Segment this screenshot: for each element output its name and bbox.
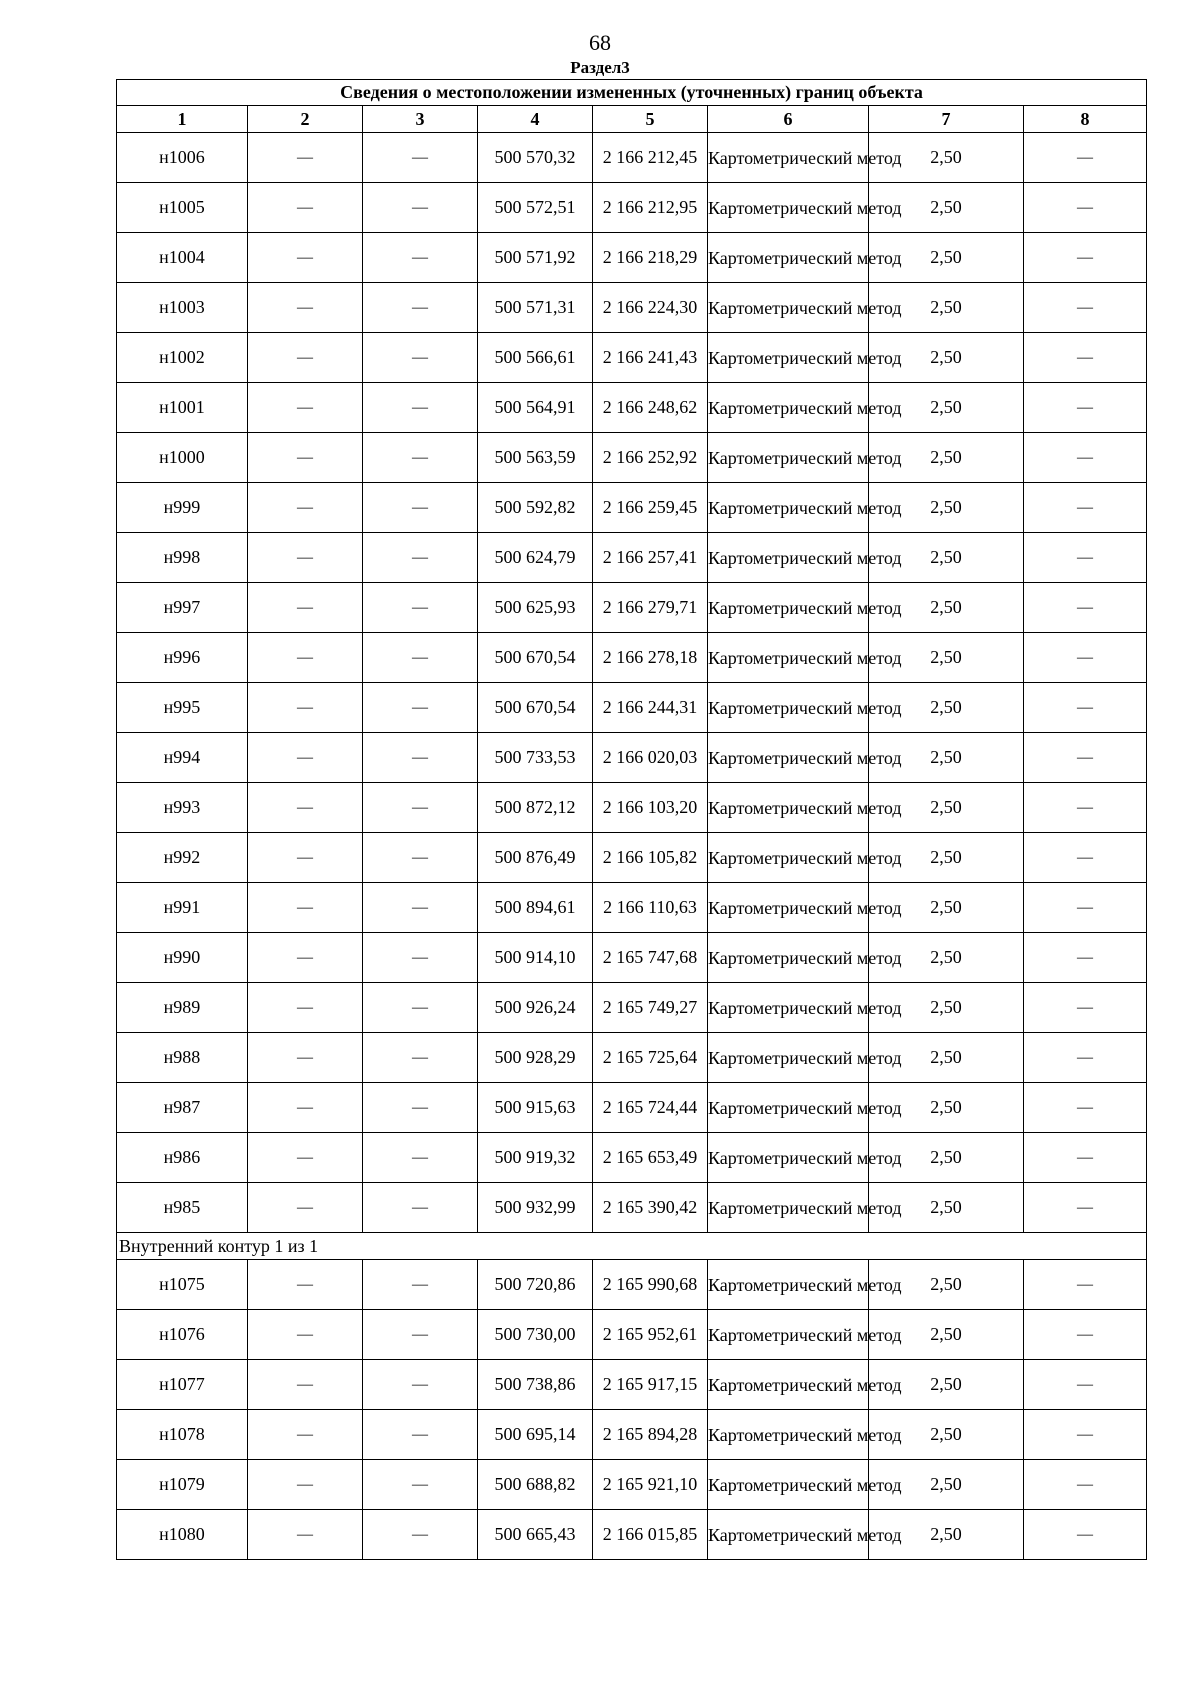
table-row	[117, 1083, 1147, 1133]
empty-dash-cell: —	[248, 583, 363, 633]
point-name-cell: н1002	[117, 333, 248, 383]
empty-dash-cell: —	[248, 1133, 363, 1183]
accuracy-cell: 2,50	[869, 583, 1024, 633]
table-row	[117, 283, 1147, 333]
accuracy-cell: 2,50	[869, 1360, 1024, 1410]
x-coordinate-cell: 500 919,32	[478, 1133, 593, 1183]
empty-dash-cell: —	[363, 1083, 478, 1133]
table-row	[117, 1510, 1147, 1560]
x-coordinate-cell: 500 872,12	[478, 783, 593, 833]
empty-dash-cell: —	[1024, 983, 1147, 1033]
method-cell: Картометрический метод	[708, 1260, 869, 1310]
point-name-cell: н1080	[117, 1510, 248, 1560]
empty-dash-cell: —	[1024, 733, 1147, 783]
table-row	[117, 583, 1147, 633]
method-cell: Картометрический метод	[708, 533, 869, 583]
table-row	[117, 1460, 1147, 1510]
accuracy-cell: 2,50	[869, 1460, 1024, 1510]
column-header: 3	[363, 106, 478, 133]
method-cell: Картометрический метод	[708, 283, 869, 333]
method-cell: Картометрический метод	[708, 1033, 869, 1083]
accuracy-cell: 2,50	[869, 233, 1024, 283]
inner-contour-row	[117, 1233, 1147, 1260]
empty-dash-cell: —	[248, 983, 363, 1033]
point-name-cell: н1003	[117, 283, 248, 333]
section-label: Раздел3	[570, 58, 630, 77]
empty-dash-cell: —	[363, 1410, 478, 1460]
page-number: 68	[589, 30, 611, 55]
method-cell: Картометрический метод	[708, 233, 869, 283]
method-cell: Картометрический метод	[708, 883, 869, 933]
point-name-cell: н998	[117, 533, 248, 583]
y-coordinate-cell: 2 165 725,64	[593, 1033, 708, 1083]
point-name-cell: н992	[117, 833, 248, 883]
method-cell: Картометрический метод	[708, 1410, 869, 1460]
table-row	[117, 783, 1147, 833]
point-name-cell: н1006	[117, 133, 248, 183]
table-row	[117, 1260, 1147, 1310]
empty-dash-cell: —	[1024, 1410, 1147, 1460]
accuracy-cell: 2,50	[869, 633, 1024, 683]
point-name-cell: н1000	[117, 433, 248, 483]
table-row	[117, 983, 1147, 1033]
table-row	[117, 433, 1147, 483]
table-row	[117, 633, 1147, 683]
y-coordinate-cell: 2 166 103,20	[593, 783, 708, 833]
table-row	[117, 733, 1147, 783]
y-coordinate-cell: 2 165 921,10	[593, 1460, 708, 1510]
empty-dash-cell: —	[1024, 1133, 1147, 1183]
x-coordinate-cell: 500 876,49	[478, 833, 593, 883]
empty-dash-cell: —	[248, 233, 363, 283]
empty-dash-cell: —	[248, 133, 363, 183]
x-coordinate-cell: 500 592,82	[478, 483, 593, 533]
accuracy-cell: 2,50	[869, 283, 1024, 333]
method-cell: Картометрический метод	[708, 1083, 869, 1133]
x-coordinate-cell: 500 572,51	[478, 183, 593, 233]
point-name-cell: н997	[117, 583, 248, 633]
column-header: 6	[708, 106, 869, 133]
empty-dash-cell: —	[363, 433, 478, 483]
x-coordinate-cell: 500 625,93	[478, 583, 593, 633]
accuracy-cell: 2,50	[869, 933, 1024, 983]
outer-contour-rows	[117, 133, 1147, 1233]
empty-dash-cell: —	[1024, 483, 1147, 533]
empty-dash-cell: —	[363, 1033, 478, 1083]
accuracy-cell: 2,50	[869, 1310, 1024, 1360]
table-row	[117, 133, 1147, 183]
y-coordinate-cell: 2 166 248,62	[593, 383, 708, 433]
empty-dash-cell: —	[1024, 1360, 1147, 1410]
empty-dash-cell: —	[1024, 633, 1147, 683]
method-cell: Картометрический метод	[708, 683, 869, 733]
accuracy-cell: 2,50	[869, 1410, 1024, 1460]
table-row	[117, 1310, 1147, 1360]
point-name-cell: н1079	[117, 1460, 248, 1510]
method-cell: Картометрический метод	[708, 733, 869, 783]
empty-dash-cell: —	[1024, 383, 1147, 433]
accuracy-cell: 2,50	[869, 383, 1024, 433]
point-name-cell: н1001	[117, 383, 248, 433]
empty-dash-cell: —	[363, 533, 478, 583]
empty-dash-cell: —	[363, 933, 478, 983]
table-row	[117, 1360, 1147, 1410]
method-cell: Картометрический метод	[708, 583, 869, 633]
table-title: Сведения о местоположении измененных (уточненных) границ объекта	[117, 80, 1147, 106]
y-coordinate-cell: 2 165 390,42	[593, 1183, 708, 1233]
point-name-cell: н1076	[117, 1310, 248, 1360]
table-row	[117, 183, 1147, 233]
empty-dash-cell: —	[363, 233, 478, 283]
table-row	[117, 833, 1147, 883]
accuracy-cell: 2,50	[869, 433, 1024, 483]
accuracy-cell: 2,50	[869, 1510, 1024, 1560]
y-coordinate-cell: 2 166 278,18	[593, 633, 708, 683]
empty-dash-cell: —	[1024, 1083, 1147, 1133]
empty-dash-cell: —	[363, 883, 478, 933]
empty-dash-cell: —	[1024, 933, 1147, 983]
table-row	[117, 383, 1147, 433]
x-coordinate-cell: 500 914,10	[478, 933, 593, 983]
accuracy-cell: 2,50	[869, 883, 1024, 933]
empty-dash-cell: —	[1024, 1460, 1147, 1510]
empty-dash-cell: —	[1024, 133, 1147, 183]
table-row	[117, 233, 1147, 283]
empty-dash-cell: —	[1024, 783, 1147, 833]
x-coordinate-cell: 500 926,24	[478, 983, 593, 1033]
y-coordinate-cell: 2 166 020,03	[593, 733, 708, 783]
x-coordinate-cell: 500 670,54	[478, 683, 593, 733]
x-coordinate-cell: 500 695,14	[478, 1410, 593, 1460]
x-coordinate-cell: 500 733,53	[478, 733, 593, 783]
x-coordinate-cell: 500 670,54	[478, 633, 593, 683]
empty-dash-cell: —	[1024, 833, 1147, 883]
x-coordinate-cell: 500 915,63	[478, 1083, 593, 1133]
y-coordinate-cell: 2 166 257,41	[593, 533, 708, 583]
y-coordinate-cell: 2 166 110,63	[593, 883, 708, 933]
x-coordinate-cell: 500 665,43	[478, 1510, 593, 1560]
column-header: 8	[1024, 106, 1147, 133]
empty-dash-cell: —	[1024, 683, 1147, 733]
method-cell: Картометрический метод	[708, 1183, 869, 1233]
empty-dash-cell: —	[1024, 283, 1147, 333]
empty-dash-cell: —	[248, 183, 363, 233]
method-cell: Картометрический метод	[708, 133, 869, 183]
y-coordinate-cell: 2 166 212,95	[593, 183, 708, 233]
point-name-cell: н988	[117, 1033, 248, 1083]
point-name-cell: н990	[117, 933, 248, 983]
empty-dash-cell: —	[248, 283, 363, 333]
y-coordinate-cell: 2 166 224,30	[593, 283, 708, 333]
method-cell: Картометрический метод	[708, 1510, 869, 1560]
boundary-coordinates-table	[116, 79, 1147, 1560]
empty-dash-cell: —	[363, 583, 478, 633]
point-name-cell: н1078	[117, 1410, 248, 1460]
empty-dash-cell: —	[363, 333, 478, 383]
empty-dash-cell: —	[248, 683, 363, 733]
empty-dash-cell: —	[363, 983, 478, 1033]
empty-dash-cell: —	[363, 783, 478, 833]
point-name-cell: н1075	[117, 1260, 248, 1310]
empty-dash-cell: —	[363, 1133, 478, 1183]
empty-dash-cell: —	[1024, 1310, 1147, 1360]
accuracy-cell: 2,50	[869, 333, 1024, 383]
y-coordinate-cell: 2 166 259,45	[593, 483, 708, 533]
y-coordinate-cell: 2 166 212,45	[593, 133, 708, 183]
point-name-cell: н993	[117, 783, 248, 833]
accuracy-cell: 2,50	[869, 483, 1024, 533]
method-cell: Картометрический метод	[708, 633, 869, 683]
y-coordinate-cell: 2 166 015,85	[593, 1510, 708, 1560]
point-name-cell: н1077	[117, 1360, 248, 1410]
empty-dash-cell: —	[1024, 433, 1147, 483]
x-coordinate-cell: 500 730,00	[478, 1310, 593, 1360]
empty-dash-cell: —	[248, 333, 363, 383]
x-coordinate-cell: 500 720,86	[478, 1260, 593, 1310]
point-name-cell: н994	[117, 733, 248, 783]
empty-dash-cell: —	[248, 1460, 363, 1510]
accuracy-cell: 2,50	[869, 133, 1024, 183]
empty-dash-cell: —	[248, 1510, 363, 1560]
column-header: 4	[478, 106, 593, 133]
accuracy-cell: 2,50	[869, 983, 1024, 1033]
column-header: 2	[248, 106, 363, 133]
empty-dash-cell: —	[248, 433, 363, 483]
accuracy-cell: 2,50	[869, 183, 1024, 233]
y-coordinate-cell: 2 165 653,49	[593, 1133, 708, 1183]
empty-dash-cell: —	[248, 483, 363, 533]
empty-dash-cell: —	[363, 633, 478, 683]
y-coordinate-cell: 2 166 241,43	[593, 333, 708, 383]
empty-dash-cell: —	[363, 1460, 478, 1510]
method-cell: Картометрический метод	[708, 833, 869, 883]
x-coordinate-cell: 500 571,31	[478, 283, 593, 333]
point-name-cell: н987	[117, 1083, 248, 1133]
point-name-cell: н995	[117, 683, 248, 733]
method-cell: Картометрический метод	[708, 483, 869, 533]
x-coordinate-cell: 500 563,59	[478, 433, 593, 483]
y-coordinate-cell: 2 165 952,61	[593, 1310, 708, 1360]
empty-dash-cell: —	[363, 383, 478, 433]
y-coordinate-cell: 2 165 724,44	[593, 1083, 708, 1133]
empty-dash-cell: —	[363, 683, 478, 733]
table-row	[117, 1133, 1147, 1183]
empty-dash-cell: —	[248, 383, 363, 433]
point-name-cell: н1005	[117, 183, 248, 233]
table-row	[117, 533, 1147, 583]
empty-dash-cell: —	[248, 883, 363, 933]
accuracy-cell: 2,50	[869, 1083, 1024, 1133]
table-row	[117, 933, 1147, 983]
inner-contour-label: Внутренний контур 1 из 1	[117, 1233, 1147, 1260]
method-cell: Картометрический метод	[708, 983, 869, 1033]
empty-dash-cell: —	[248, 633, 363, 683]
table-row	[117, 1033, 1147, 1083]
accuracy-cell: 2,50	[869, 1133, 1024, 1183]
method-cell: Картометрический метод	[708, 333, 869, 383]
point-name-cell: н989	[117, 983, 248, 1033]
y-coordinate-cell: 2 165 749,27	[593, 983, 708, 1033]
y-coordinate-cell: 2 165 894,28	[593, 1410, 708, 1460]
empty-dash-cell: —	[248, 1260, 363, 1310]
method-cell: Картометрический метод	[708, 183, 869, 233]
table-row	[117, 1183, 1147, 1233]
x-coordinate-cell: 500 564,91	[478, 383, 593, 433]
point-name-cell: н991	[117, 883, 248, 933]
method-cell: Картометрический метод	[708, 783, 869, 833]
empty-dash-cell: —	[248, 1083, 363, 1133]
column-header: 5	[593, 106, 708, 133]
empty-dash-cell: —	[248, 733, 363, 783]
y-coordinate-cell: 2 166 252,92	[593, 433, 708, 483]
inner-contour-rows	[117, 1260, 1147, 1560]
x-coordinate-cell: 500 894,61	[478, 883, 593, 933]
point-name-cell: н999	[117, 483, 248, 533]
empty-dash-cell: —	[363, 1510, 478, 1560]
point-name-cell: н986	[117, 1133, 248, 1183]
empty-dash-cell: —	[1024, 1033, 1147, 1083]
empty-dash-cell: —	[1024, 1260, 1147, 1310]
y-coordinate-cell: 2 165 917,15	[593, 1360, 708, 1410]
table-row	[117, 1410, 1147, 1460]
x-coordinate-cell: 500 570,32	[478, 133, 593, 183]
empty-dash-cell: —	[363, 1360, 478, 1410]
y-coordinate-cell: 2 166 244,31	[593, 683, 708, 733]
x-coordinate-cell: 500 932,99	[478, 1183, 593, 1233]
empty-dash-cell: —	[1024, 583, 1147, 633]
method-cell: Картометрический метод	[708, 1133, 869, 1183]
empty-dash-cell: —	[363, 733, 478, 783]
x-coordinate-cell: 500 738,86	[478, 1360, 593, 1410]
method-cell: Картометрический метод	[708, 1360, 869, 1410]
empty-dash-cell: —	[248, 1360, 363, 1410]
x-coordinate-cell: 500 928,29	[478, 1033, 593, 1083]
accuracy-cell: 2,50	[869, 1033, 1024, 1083]
accuracy-cell: 2,50	[869, 1260, 1024, 1310]
empty-dash-cell: —	[363, 833, 478, 883]
empty-dash-cell: —	[248, 783, 363, 833]
column-header: 7	[869, 106, 1024, 133]
empty-dash-cell: —	[248, 1410, 363, 1460]
accuracy-cell: 2,50	[869, 533, 1024, 583]
table-row	[117, 883, 1147, 933]
empty-dash-cell: —	[1024, 1183, 1147, 1233]
empty-dash-cell: —	[1024, 183, 1147, 233]
empty-dash-cell: —	[363, 283, 478, 333]
empty-dash-cell: —	[363, 133, 478, 183]
empty-dash-cell: —	[1024, 333, 1147, 383]
empty-dash-cell: —	[363, 1310, 478, 1360]
y-coordinate-cell: 2 166 218,29	[593, 233, 708, 283]
column-header: 1	[117, 106, 248, 133]
method-cell: Картометрический метод	[708, 933, 869, 983]
point-name-cell: н985	[117, 1183, 248, 1233]
empty-dash-cell: —	[1024, 883, 1147, 933]
empty-dash-cell: —	[1024, 533, 1147, 583]
accuracy-cell: 2,50	[869, 1183, 1024, 1233]
empty-dash-cell: —	[363, 1260, 478, 1310]
accuracy-cell: 2,50	[869, 833, 1024, 883]
y-coordinate-cell: 2 165 747,68	[593, 933, 708, 983]
empty-dash-cell: —	[248, 1310, 363, 1360]
point-name-cell: н996	[117, 633, 248, 683]
empty-dash-cell: —	[248, 833, 363, 883]
empty-dash-cell: —	[1024, 233, 1147, 283]
method-cell: Картометрический метод	[708, 1310, 869, 1360]
table-row	[117, 483, 1147, 533]
y-coordinate-cell: 2 166 279,71	[593, 583, 708, 633]
empty-dash-cell: —	[363, 183, 478, 233]
y-coordinate-cell: 2 165 990,68	[593, 1260, 708, 1310]
empty-dash-cell: —	[363, 483, 478, 533]
method-cell: Картометрический метод	[708, 383, 869, 433]
accuracy-cell: 2,50	[869, 733, 1024, 783]
y-coordinate-cell: 2 166 105,82	[593, 833, 708, 883]
method-cell: Картометрический метод	[708, 1460, 869, 1510]
x-coordinate-cell: 500 688,82	[478, 1460, 593, 1510]
column-number-row	[117, 106, 1147, 133]
method-cell: Картометрический метод	[708, 433, 869, 483]
empty-dash-cell: —	[248, 1033, 363, 1083]
table-row	[117, 683, 1147, 733]
point-name-cell: н1004	[117, 233, 248, 283]
empty-dash-cell: —	[363, 1183, 478, 1233]
accuracy-cell: 2,50	[869, 683, 1024, 733]
table-row	[117, 333, 1147, 383]
empty-dash-cell: —	[1024, 1510, 1147, 1560]
empty-dash-cell: —	[248, 1183, 363, 1233]
empty-dash-cell: —	[248, 933, 363, 983]
x-coordinate-cell: 500 624,79	[478, 533, 593, 583]
x-coordinate-cell: 500 566,61	[478, 333, 593, 383]
x-coordinate-cell: 500 571,92	[478, 233, 593, 283]
accuracy-cell: 2,50	[869, 783, 1024, 833]
empty-dash-cell: —	[248, 533, 363, 583]
